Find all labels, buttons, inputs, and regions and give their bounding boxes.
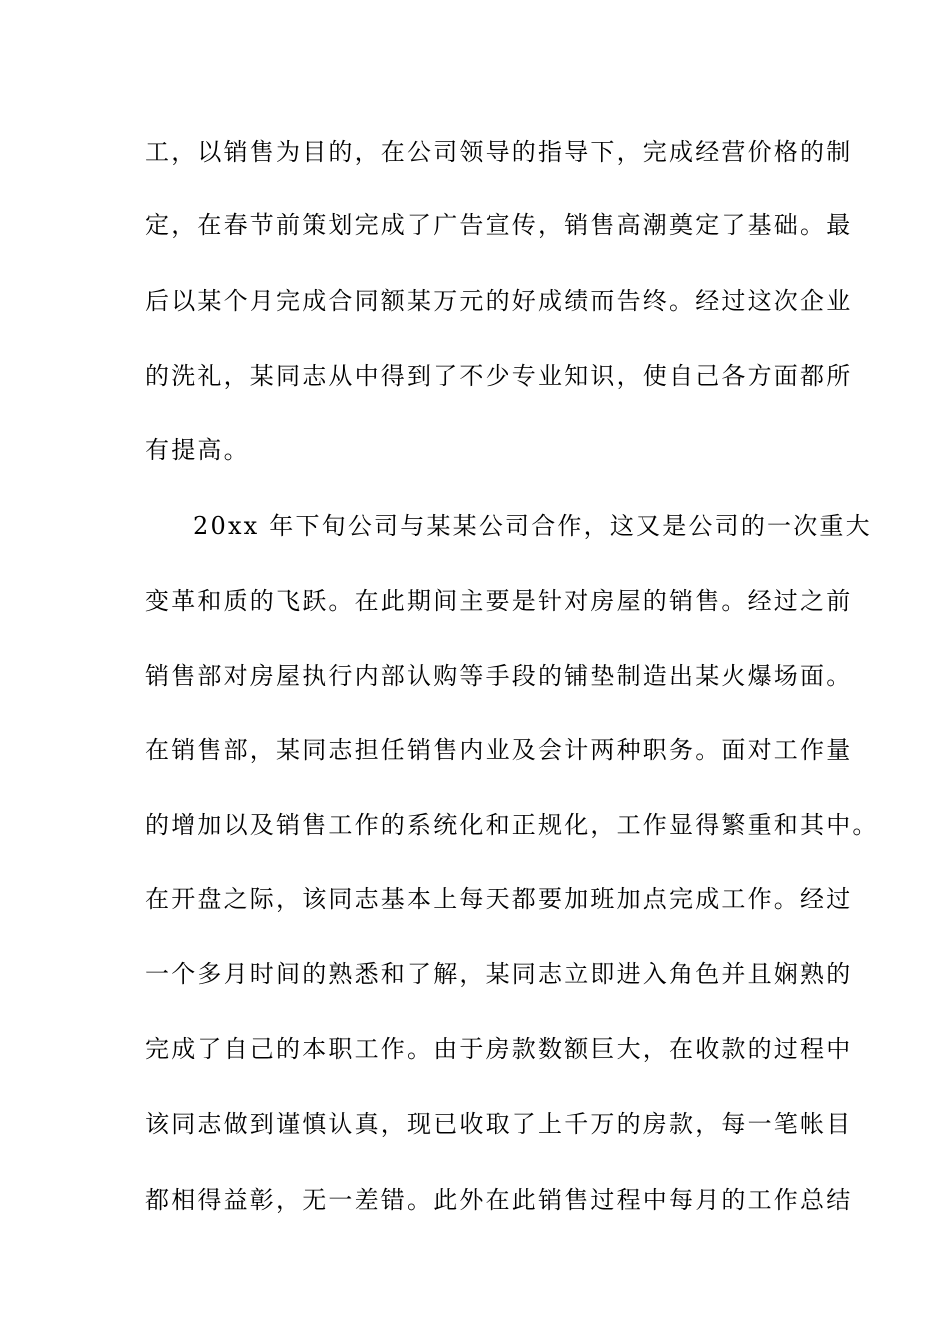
paragraph-1-line-3: 后以某个月完成合同额某万元的好成绩而告终。经过这次企业 [145,287,853,315]
paragraph-2-line-3: 销售部对房屋执行内部认购等手段的铺垫制造出某火爆场面。 [145,662,853,690]
paragraph-1-line-1: 工，以销售为目的，在公司领导的指导下，完成经营价格的制 [145,138,853,166]
paragraph-2-line-8: 完成了自己的本职工作。由于房款数额巨大，在收款的过程中 [145,1035,853,1063]
paragraph-2-line-4: 在销售部，某同志担任销售内业及会计两种职务。面对工作量 [145,736,853,764]
paragraph-1-line-2: 定，在春节前策划完成了广告宣传，销售高潮奠定了基础。最 [145,211,853,239]
paragraph-2-line-2: 变革和质的飞跃。在此期间主要是针对房屋的销售。经过之前 [145,587,853,615]
paragraph-2-line-7: 一个多月时间的熟悉和了解，某同志立即进入角色并且娴熟的 [145,960,853,988]
paragraph-2-line-9: 该同志做到谨慎认真，现已收取了上千万的房款，每一笔帐目 [145,1110,853,1138]
paragraph-2-line-6: 在开盘之际，该同志基本上每天都要加班加点完成工作。经过 [145,885,853,913]
paragraph-2-line-10: 都相得益彰，无一差错。此外在此销售过程中每月的工作总结 [145,1186,853,1214]
paragraph-1-line-4: 的洗礼，某同志从中得到了不少专业知识，使自己各方面都所 [145,362,853,390]
paragraph-2-line-1: 20xx 年下旬公司与某某公司合作，这又是公司的一次重大 [193,512,872,540]
paragraph-1-line-5: 有提高。 [145,436,250,464]
paragraph-2-line-5: 的增加以及销售工作的系统化和正规化，工作显得繁重和其中。 [145,811,879,839]
